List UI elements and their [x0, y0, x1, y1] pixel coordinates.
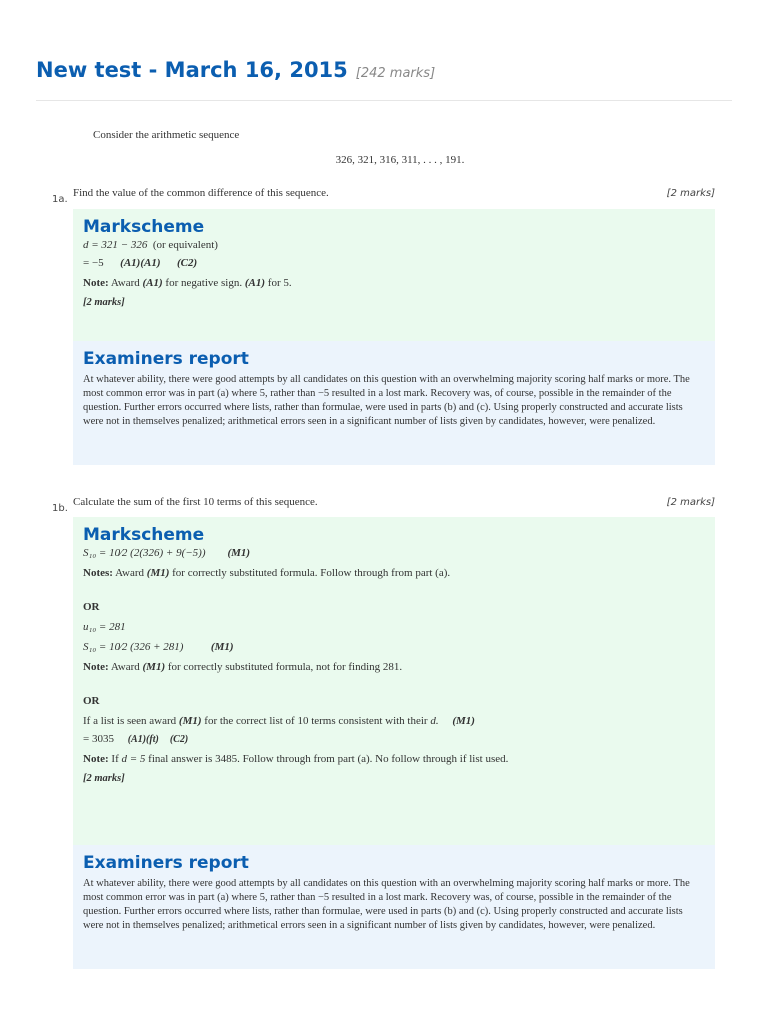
- ms-line: [83, 547, 705, 559]
- note-label: Notes:: [83, 567, 113, 579]
- ms-text: If a list is seen award: [83, 715, 177, 727]
- report-heading: Examiners report: [83, 349, 249, 369]
- ms-text: for negative sign.: [165, 277, 243, 289]
- examiners-report-1b: [73, 845, 715, 969]
- mark-code: (C2): [177, 257, 198, 269]
- mark-code: (M1): [146, 567, 170, 579]
- page-title: [36, 58, 435, 82]
- ms-note: [83, 753, 705, 765]
- report-text: At whatever ability, there were good attempts by all candidates on this question with an overwhelming majority scoring half marks or more. The most common error was in part (a) where 5, rather than −5 resulted in a lost mark. Recovery was, of course, possible in the remainder of the question. Further errors occurred where lists, rather than formulae, were used in parts (b) and (c). Using properly constructed and accurate lists were not in themselves penalized; arithmetical errors seen in a significant number of lists given by candidates, however, were penalized.: [83, 878, 690, 931]
- markscheme-1a: [73, 209, 715, 341]
- ms-text: final answer is 3485. Follow through from part (a). No follow through if list used.: [148, 753, 509, 765]
- question-number-1a: 1a.: [52, 194, 68, 205]
- math-expression: S₁₀ = 10⁄2 (326 + 281): [83, 641, 184, 653]
- ms-line: [83, 257, 705, 269]
- math-expression: = 3035: [83, 733, 114, 745]
- ms-text: for correctly substituted formula. Follow through from part (a).: [172, 567, 451, 579]
- note-label: Note:: [83, 277, 109, 289]
- ms-text: for 5.: [267, 277, 292, 289]
- question-marks-1a: [2 marks]: [666, 188, 715, 199]
- ms-text: (or equivalent): [152, 239, 218, 251]
- question-text-1a: Find the value of the common difference of this sequence.: [73, 187, 329, 199]
- ms-note: [83, 567, 705, 579]
- math-expression: d.: [430, 715, 439, 727]
- ms-text: Award: [115, 567, 145, 579]
- ms-text: for correctly substituted formula, not for finding 281.: [167, 661, 403, 673]
- mark-code: (A1): [244, 277, 266, 289]
- question-marks-1b: [2 marks]: [666, 497, 715, 508]
- mark-code: (M1): [142, 661, 166, 673]
- note-label: Note:: [83, 661, 109, 673]
- ms-line: [83, 239, 705, 251]
- ms-total: [2 marks]: [83, 773, 125, 784]
- question-number-1b: 1b.: [52, 503, 68, 514]
- report-heading: Examiners report: [83, 853, 249, 873]
- markscheme-heading: Markscheme: [83, 525, 205, 545]
- mark-code: (A1)(ft): [127, 734, 159, 745]
- ms-line: [83, 715, 705, 727]
- math-expression: d = 321 − 326: [83, 239, 148, 251]
- report-text: At whatever ability, there were good attempts by all candidates on this question with an overwhelming majority scoring half marks or more. The most common error was in part (a) where 5, rather than −5 resulted in a lost mark. Recovery was, of course, possible in the remainder of the question. Further errors occurred where lists, rather than formulae, were used in parts (b) and (c). Using properly constructed and accurate lists were not in themselves penalized; arithmetical errors seen in a significant number of lists given by candidates, however, were penalized.: [83, 374, 690, 427]
- examiners-report-1a: [73, 341, 715, 465]
- question-text-1b: Calculate the sum of the first 10 terms of this sequence.: [73, 496, 318, 508]
- ms-text: Award: [110, 661, 140, 673]
- math-expression: d = 5: [121, 753, 146, 765]
- or-separator: OR: [83, 695, 100, 707]
- mark-code: (M1): [178, 715, 202, 727]
- mark-code: (C2): [169, 734, 189, 745]
- ms-total: [2 marks]: [83, 297, 125, 308]
- math-expression: u₁₀ = 281: [83, 621, 126, 633]
- mark-code: (A1)(A1): [120, 257, 161, 269]
- markscheme-heading: Markscheme: [83, 217, 205, 237]
- markscheme-1b: [73, 517, 715, 845]
- or-separator: OR: [83, 601, 100, 613]
- sequence: 326, 321, 316, 311, . . . , 191.: [335, 154, 465, 166]
- ms-text: Award: [110, 277, 140, 289]
- total-marks: [242 marks]: [355, 66, 436, 81]
- math-expression: S₁₀ = 10⁄2 (2(326) + 9(−5)): [83, 547, 206, 559]
- mark-code: (M1): [227, 547, 251, 559]
- note-label: Note:: [83, 753, 109, 765]
- intro-text: Consider the arithmetic sequence: [93, 129, 240, 141]
- title-divider: [36, 100, 732, 101]
- ms-note: [83, 277, 705, 289]
- mark-code: (A1): [142, 277, 163, 289]
- mark-code: (M1): [452, 715, 475, 727]
- mark-code: (M1): [210, 641, 234, 653]
- ms-note: [83, 661, 705, 673]
- test-title: New test - March 16, 2015: [36, 58, 348, 82]
- ms-line: [83, 733, 705, 745]
- ms-line: [83, 641, 705, 653]
- ms-text: If: [111, 753, 119, 765]
- math-expression: = −5: [83, 257, 104, 269]
- ms-text: for the correct list of 10 terms consistent with their: [204, 715, 428, 727]
